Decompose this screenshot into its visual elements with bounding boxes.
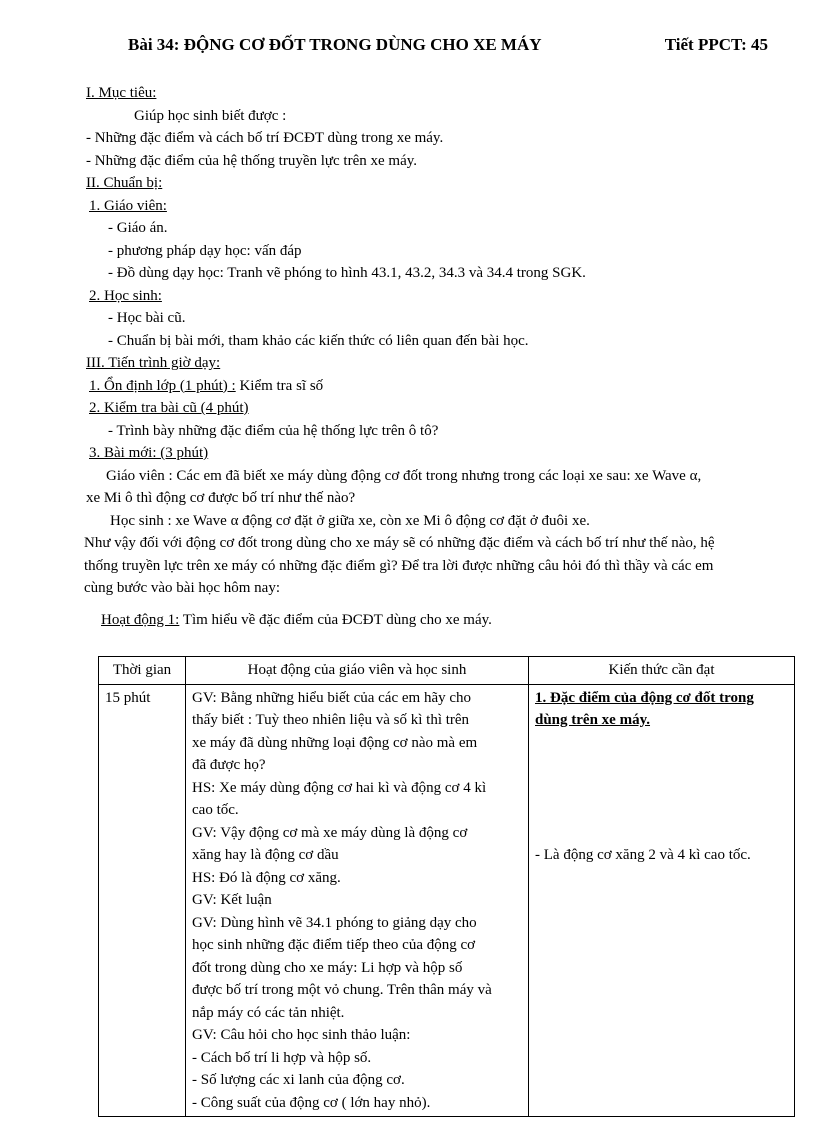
activity-line: HS: Đó là động cơ xăng.: [192, 869, 341, 886]
section-heading-process: III. Tiến trình giờ dạy:: [86, 355, 221, 371]
subheading-review: 2. Kiểm tra bài cũ (4 phút): [89, 400, 249, 416]
activity-line: GV: Câu hỏi cho học sinh thảo luận:: [192, 1027, 411, 1043]
activity-line: HS: Xe máy dùng động cơ hai kì và động cơ 4 kì: [192, 779, 487, 796]
table-row: [99, 684, 795, 1117]
body-line: Giúp học sinh biết được :: [134, 107, 287, 124]
body-line: - Những đặc điểm và cách bố trí ĐCĐT dùng trong xe máy.: [86, 130, 444, 146]
knowledge-cell: [529, 684, 795, 1117]
knowledge-point: - Là động cơ xăng 2 và 4 kì cao tốc.: [535, 846, 751, 863]
activity-line: xăng hay là động cơ dầu: [192, 847, 339, 863]
activity-line: nắp máy có các tản nhiệt.: [192, 1004, 345, 1021]
body-line: - phương pháp dạy học: vấn đáp: [108, 242, 302, 259]
activity-line: GV: Kết luận: [192, 892, 272, 908]
activity-heading: [101, 612, 492, 629]
activity-line: học sinh những đặc điểm tiếp theo của động cơ: [192, 937, 476, 953]
table-header-row: [99, 657, 795, 685]
body-line: - Chuẩn bị bài mới, tham khảo các kiến thức có liên quan đến bài học.: [108, 332, 529, 349]
body-line: xe Mi ô thì động cơ được bố trí như thế nào?: [86, 490, 356, 506]
body-line: - Giáo án.: [108, 220, 168, 236]
lesson-table: [98, 656, 795, 1117]
activity-text: Tìm hiểu về đặc điểm của ĐCĐT dùng cho xe máy.: [179, 612, 492, 628]
subheading-new-lesson: 3. Bài mới: (3 phút): [89, 445, 209, 461]
lesson-body: [86, 82, 796, 600]
activity-line: xe máy đã dùng những loại động cơ nào mà em: [192, 734, 478, 751]
activity-line: - Công suất của động cơ ( lớn hay nhỏ).: [192, 1094, 431, 1111]
activity-line: GV: Dùng hình vẽ 34.1 phóng to giảng dạy cho: [192, 914, 477, 931]
knowledge-heading: 1. Đặc điểm của động cơ đốt trong: [535, 689, 754, 706]
knowledge-heading: dùng trên xe máy.: [535, 712, 651, 728]
activity-line: - Cách bố trí li hợp và hộp số.: [192, 1049, 372, 1066]
lesson-number: Tiết PPCT: 45: [664, 35, 768, 54]
activity-cell: [186, 684, 529, 1117]
column-header-knowledge: Kiến thức cần đạt: [529, 657, 795, 685]
activity-line: được bố trí trong một vỏ chung. Trên thân máy và: [192, 982, 492, 998]
body-line: thống truyền lực trên xe máy có những đặc điểm gì? Để tra lời được những câu hỏi đó thì thầy và các em: [84, 557, 714, 574]
body-line: - Học bài cũ.: [108, 310, 186, 326]
section-heading-preparation: II. Chuẩn bị:: [86, 175, 163, 191]
body-line: cùng bước vào bài học hôm nay:: [84, 580, 281, 596]
activity-line: đã được họ?: [192, 757, 266, 773]
body-line: Như vậy đối với động cơ đốt trong dùng cho xe máy sẽ có những đặc điểm và cách bố trí như thế nào, hệ: [84, 535, 715, 551]
activity-line: GV: Vậy động cơ mà xe máy dùng là động cơ: [192, 824, 468, 841]
time-cell: 15 phút: [99, 684, 186, 1117]
body-line: - Trình bày những đặc điểm của hệ thống lực trên ô tô?: [108, 422, 439, 439]
subheading-teacher: 1. Giáo viên:: [89, 197, 167, 214]
body-line: Học sinh : xe Wave α động cơ đặt ở giữa xe, còn xe Mi ô động cơ đặt ở đuôi xe.: [110, 512, 590, 529]
subheading-class-stabilize: 1. Ổn định lớp (1 phút) :: [89, 377, 236, 394]
body-line: - Đồ dùng dạy học: Tranh vẽ phóng to hình 43.1, 43.2, 34.3 và 34.4 trong SGK.: [108, 265, 586, 281]
subheading-student: 2. Học sinh:: [89, 287, 162, 304]
column-header-activity: Hoạt động của giáo viên và học sinh: [186, 657, 529, 685]
activity-line: thấy biết : Tuỳ theo nhiên liệu và số kì thì trên: [192, 712, 470, 728]
body-line: - Những đặc điểm của hệ thống truyền lực trên xe máy.: [86, 152, 418, 169]
activity-line: cao tốc.: [192, 802, 239, 818]
document-title: Bài 34: ĐỘNG CƠ ĐỐT TRONG DÙNG CHO XE MÁY: [128, 35, 542, 54]
activity-label: Hoạt động 1:: [101, 612, 180, 628]
column-header-time: Thời gian: [99, 657, 186, 685]
activity-line: GV: Bằng những hiểu biết của các em hãy cho: [192, 689, 472, 706]
activity-line: đốt trong dùng cho xe máy: Li hợp và hộp số: [192, 959, 463, 976]
activity-line: - Số lượng các xi lanh của động cơ.: [192, 1072, 405, 1088]
body-line: Kiểm tra sĩ số: [235, 377, 324, 394]
section-heading-objectives: I. Mục tiêu:: [86, 85, 157, 101]
body-line: Giáo viên : Các em đã biết xe máy dùng động cơ đốt trong nhưng trong các loại xe sau: xe Wave α,: [106, 467, 702, 484]
